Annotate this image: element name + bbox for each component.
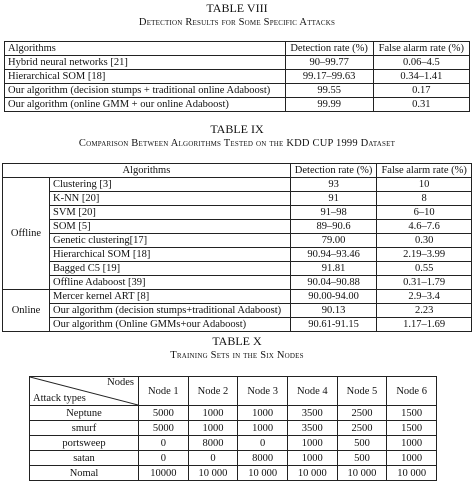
detection-cell: 91: [290, 192, 377, 206]
table-row: [3, 318, 472, 332]
false-alarm-cell: 2.9–3.4: [377, 290, 472, 304]
header-detection-rate: Detection rate (%): [290, 164, 377, 178]
count-cell: 1000: [287, 436, 337, 451]
table-row: [3, 206, 472, 220]
count-cell: 3500: [287, 421, 337, 436]
count-cell: 10 000: [387, 466, 437, 481]
count-cell: 0: [238, 436, 288, 451]
table-row: [3, 234, 472, 248]
corner-label-attack-types: Attack types: [33, 393, 86, 404]
detection-cell: 99.55: [285, 84, 373, 98]
algorithm-cell: Hybrid neural networks [21]: [5, 56, 286, 70]
count-cell: 2500: [337, 421, 387, 436]
false-alarm-cell: 0.31: [373, 98, 469, 112]
false-alarm-cell: 10: [377, 178, 472, 192]
table-x: [29, 376, 437, 481]
attack-type-cell: smurf: [30, 421, 139, 436]
count-cell: 1000: [238, 421, 288, 436]
table-ix: [2, 163, 472, 332]
algorithm-cell: Clustering [3]: [50, 178, 291, 192]
table-row: [3, 276, 472, 290]
table-viii-number: TABLE VIII: [206, 1, 268, 15]
algorithm-cell: K-NN [20]: [50, 192, 291, 206]
table-row: [3, 178, 472, 192]
false-alarm-cell: 2.19–3.99: [377, 248, 472, 262]
table-ix-title: Comparison Between Algorithms Tested on the KDD CUP 1999 Dataset: [78, 138, 396, 149]
count-cell: 2500: [337, 406, 387, 421]
count-cell: 5000: [139, 421, 189, 436]
count-cell: 0: [188, 451, 238, 466]
header-node-5: Node 5: [337, 377, 387, 406]
false-alarm-cell: 8: [377, 192, 472, 206]
table-row: [3, 262, 472, 276]
detection-cell: 99.17–99.63: [285, 70, 373, 84]
header-node-6: Node 6: [387, 377, 437, 406]
algorithm-cell: Our algorithm (Online GMMs+our Adaboost): [50, 318, 291, 332]
group-label-online: Online: [3, 290, 50, 332]
header-node-4: Node 4: [287, 377, 337, 406]
attack-type-cell: Neptune: [30, 406, 139, 421]
count-cell: 10000: [139, 466, 189, 481]
detection-cell: 93: [290, 178, 377, 192]
table-row: [3, 304, 472, 318]
false-alarm-cell: 0.34–1.41: [373, 70, 469, 84]
table-ix-number: TABLE IX: [210, 122, 264, 136]
group-label-offline: Offline: [3, 178, 50, 290]
false-alarm-cell: 0.30: [377, 234, 472, 248]
detection-cell: 79.00: [290, 234, 377, 248]
count-cell: 5000: [139, 406, 189, 421]
algorithm-cell: SVM [20]: [50, 206, 291, 220]
algorithm-cell: Bagged C5 [19]: [50, 262, 291, 276]
algorithm-cell: Mercer kernel ART [8]: [50, 290, 291, 304]
table-x-number: TABLE X: [212, 334, 262, 348]
count-cell: 1500: [387, 421, 437, 436]
table-row: [30, 466, 437, 481]
table-row: [5, 56, 470, 70]
table-row: [3, 248, 472, 262]
header-algorithms: Algorithms: [5, 42, 286, 56]
false-alarm-cell: 2.23: [377, 304, 472, 318]
table-row: [30, 436, 437, 451]
header-node-3: Node 3: [238, 377, 288, 406]
false-alarm-cell: 0.17: [373, 84, 469, 98]
header-node-1: Node 1: [139, 377, 189, 406]
detection-cell: 90.04–90.88: [290, 276, 377, 290]
corner-label-nodes: Nodes: [107, 377, 134, 388]
detection-cell: 90.00-94.00: [290, 290, 377, 304]
table-x-title: Training Sets in the Six Nodes: [170, 350, 304, 361]
attack-type-cell: portsweep: [30, 436, 139, 451]
count-cell: 3500: [287, 406, 337, 421]
count-cell: 500: [337, 436, 387, 451]
count-cell: 500: [337, 451, 387, 466]
algorithm-cell: Hierarchical SOM [18]: [5, 70, 286, 84]
table-row: [5, 98, 470, 112]
count-cell: 1000: [287, 451, 337, 466]
diagonal-header-cell: [30, 377, 139, 406]
table-row: [5, 70, 470, 84]
false-alarm-cell: 0.06–4.5: [373, 56, 469, 70]
false-alarm-cell: 1.17–1.69: [377, 318, 472, 332]
algorithm-cell: Our algorithm (online GMM + our online Adaboost): [5, 98, 286, 112]
false-alarm-cell: 0.55: [377, 262, 472, 276]
detection-cell: 90.13: [290, 304, 377, 318]
detection-cell: 89–90.6: [290, 220, 377, 234]
count-cell: 10 000: [238, 466, 288, 481]
false-alarm-cell: 6–10: [377, 206, 472, 220]
count-cell: 8000: [238, 451, 288, 466]
table-row: [3, 290, 472, 304]
count-cell: 8000: [188, 436, 238, 451]
detection-cell: 91.81: [290, 262, 377, 276]
count-cell: 1500: [387, 406, 437, 421]
count-cell: 0: [139, 451, 189, 466]
algorithm-cell: Our algorithm (decision stumps + traditional online Adaboost): [5, 84, 286, 98]
table-row: [3, 220, 472, 234]
algorithm-cell: Hierarchical SOM [18]: [50, 248, 291, 262]
header-node-2: Node 2: [188, 377, 238, 406]
attack-type-cell: satan: [30, 451, 139, 466]
table-row: [30, 421, 437, 436]
table-viii-title: Detection Results for Some Specific Attacks: [138, 17, 336, 28]
table-row: [5, 84, 470, 98]
false-alarm-cell: 0.31–1.79: [377, 276, 472, 290]
header-false-alarm-rate: False alarm rate (%): [377, 164, 472, 178]
algorithm-cell: Genetic clustering[17]: [50, 234, 291, 248]
count-cell: 10 000: [287, 466, 337, 481]
count-cell: 10 000: [188, 466, 238, 481]
table-row: [30, 451, 437, 466]
detection-cell: 90.61-91.15: [290, 318, 377, 332]
attack-type-cell: Nomal: [30, 466, 139, 481]
table-viii: [4, 41, 470, 112]
count-cell: 1000: [238, 406, 288, 421]
header-algorithms: Algorithms: [3, 164, 291, 178]
algorithm-cell: SOM [5]: [50, 220, 291, 234]
algorithm-cell: Offline Adaboost [39]: [50, 276, 291, 290]
count-cell: 1000: [387, 436, 437, 451]
algorithm-cell: Our algorithm (decision stumps+traditional Adaboost): [50, 304, 291, 318]
table-row: [30, 406, 437, 421]
count-cell: 0: [139, 436, 189, 451]
detection-cell: 91–98: [290, 206, 377, 220]
false-alarm-cell: 4.6–7.6: [377, 220, 472, 234]
table-row: [3, 192, 472, 206]
count-cell: 10 000: [337, 466, 387, 481]
header-false-alarm-rate: False alarm rate (%): [373, 42, 469, 56]
count-cell: 1000: [387, 451, 437, 466]
detection-cell: 90–99.77: [285, 56, 373, 70]
detection-cell: 99.99: [285, 98, 373, 112]
count-cell: 1000: [188, 406, 238, 421]
header-detection-rate: Detection rate (%): [285, 42, 373, 56]
count-cell: 1000: [188, 421, 238, 436]
detection-cell: 90.94–93.46: [290, 248, 377, 262]
